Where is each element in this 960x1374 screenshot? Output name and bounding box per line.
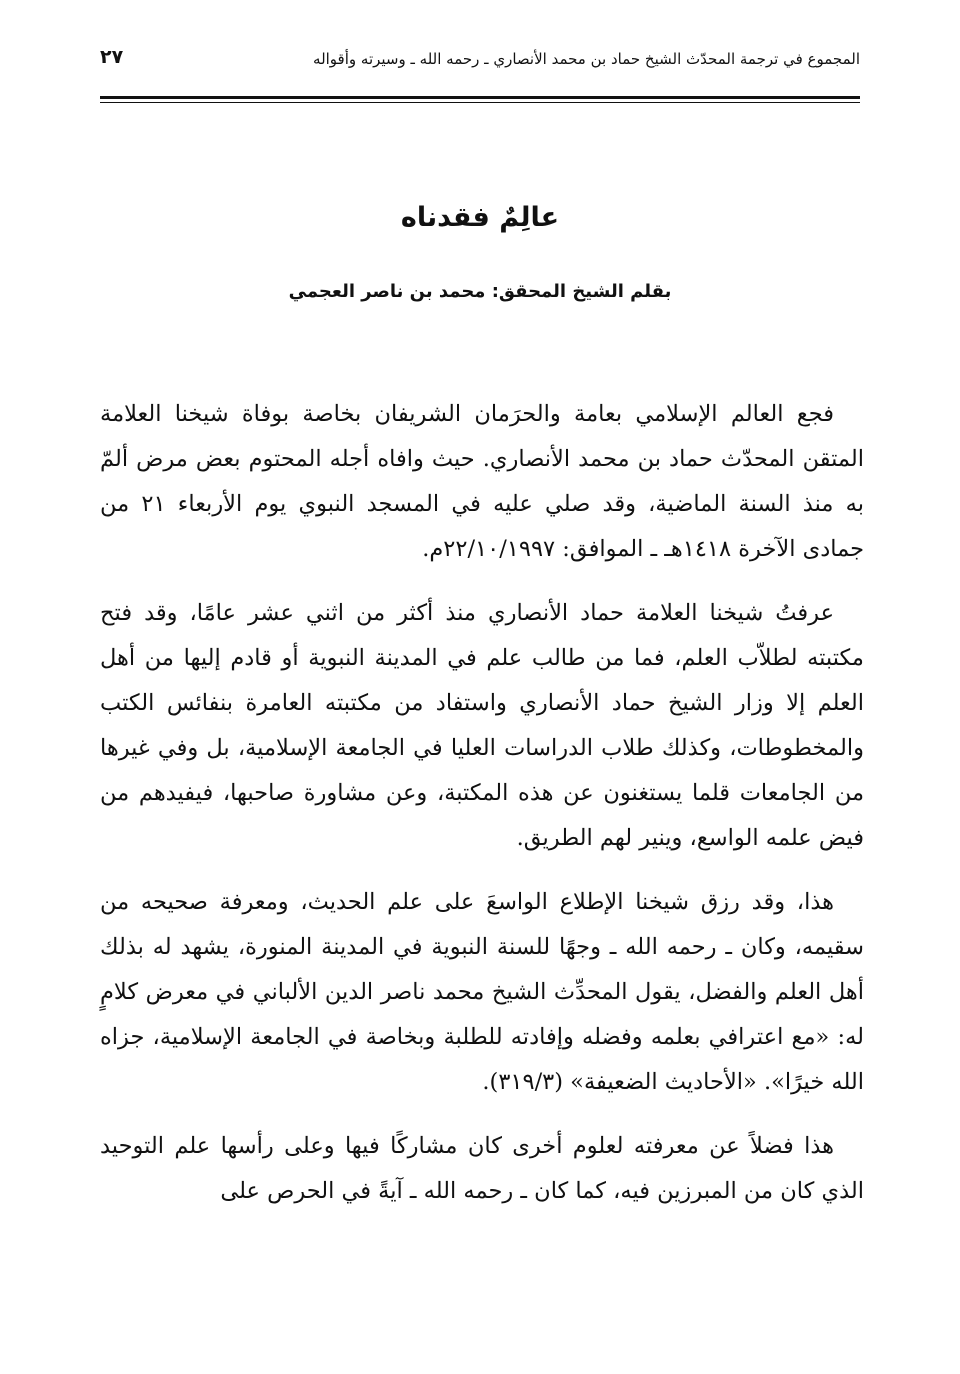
running-title: المجموع في ترجمة المحدّث الشيخ حماد بن محمد الأنصاري ـ رحمه الله ـ وسيرته وأقواله — [313, 50, 860, 68]
page-number: ٢٧ — [100, 46, 124, 68]
body-text — [100, 392, 864, 1233]
page-header — [100, 42, 860, 82]
paragraph: هذا فضلاً عن معرفته لعلوم أخرى كان مشاركًا فيها وعلى رأسها علم التوحيد الذي كان من المبرزين فيه، كما كان ـ رحمه الله ـ آيةً في الحرص على — [100, 1133, 864, 1204]
header-rule-thick — [100, 96, 860, 99]
article-title: عالِمٌ فقدناه — [400, 202, 560, 233]
paragraph: هذا، وقد رزق شيخنا الإطلاع الواسعَ على علم الحديث، ومعرفة صحيحه من سقيمه، وكان ـ رحمه الله ـ وجهًا للسنة النبوية في المدينة المنورة، يشهد له بذلك أهل العلم والفضل، يقول المحدِّث الشيخ محمد ناصر الدين الألباني في معرض كلامٍ له: «مع اعترافي بعلمه وفضله وإفادته للطلبة وبخاصة في الجامعة الإسلامية، جزاه الله خيرًا». «الأحاديث الضعيفة» (٣١٩/٣). — [100, 889, 864, 1095]
paragraph: عرفتُ شيخنا العلامة حماد الأنصاري منذ أكثر من اثني عشر عامًا، وقد فتح مكتبته لطلاّب العلم، فما من طالب علم في المدينة النبوية أو قادم إليها من أهل العلم إلا وزار الشيخ حماد الأنصاري واستفاد من مكتبته العامرة بنفائس الكتب والمخطوطات، وكذلك طلاب الدراسات العليا في الجامعة الإسلامية، بل وفي غيرها من الجامعات قلما يستغنون عن هذه المكتبة، وعن مشاورة صاحبها، فيفيدهم من فيض علمه الواسع، وينير لهم الطريق. — [100, 600, 864, 851]
paragraph: فجع العالم الإسلامي بعامة والحرَمان الشريفان بخاصة بوفاة شيخنا العلامة المتقن المحدّث حماد بن محمد الأنصاري. حيث وافاه أجله المحتوم بعض مرض ألمّ به منذ السنة الماضية، وقد صلي عليه في المسجد النبوي يوم الأربعاء ٢١ من جمادى الآخرة ١٤١٨هـ ـ الموافق: ٢٢/١٠/١٩٩٧م. — [100, 401, 864, 562]
header-rule-thin — [100, 102, 860, 103]
author-byline: بقلم الشيخ المحقق: محمد بن ناصر العجمي — [288, 281, 672, 302]
